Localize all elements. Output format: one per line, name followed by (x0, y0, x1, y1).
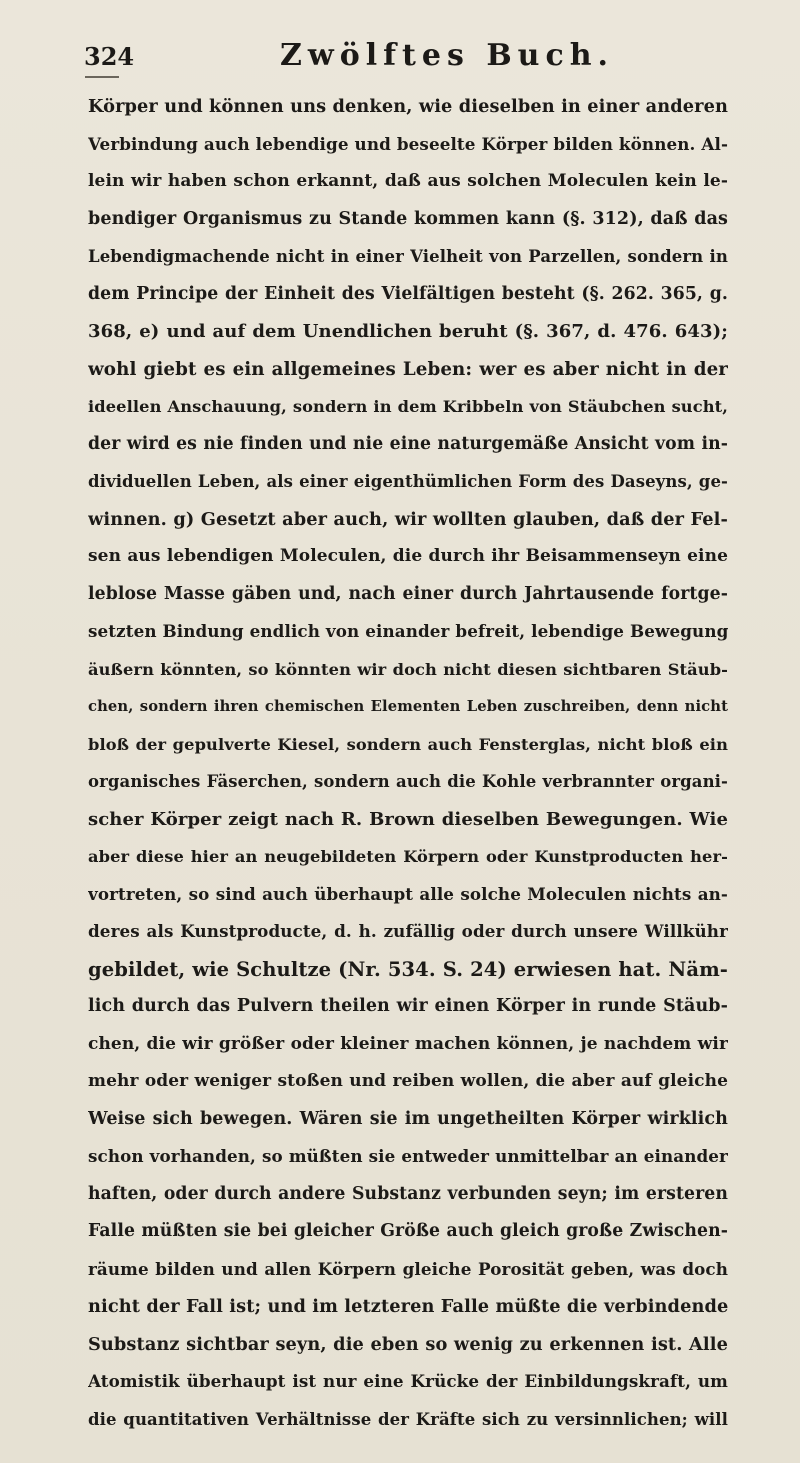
text-line: deres als Kunstproducte, d. h. zufällig oder durch unsere Willkühr (88, 921, 728, 941)
text-line: haften, oder durch andere Substanz verbunden seyn; im ersteren (88, 1183, 728, 1204)
text-line: Lebendigmachende nicht in einer Vielheit von Parzellen, sondern in (88, 247, 728, 266)
text-line: die quantitativen Verhältnisse der Kräfte sich zu versinnlichen; will (88, 1409, 728, 1429)
body-text (88, 88, 728, 1438)
text-line: setzten Bindung endlich von einander befreit, lebendige Bewegung (88, 621, 728, 641)
text-line: räume bilden und allen Körpern gleiche Porosität geben, was doch (88, 1258, 728, 1279)
text-line: 368, e) und auf dem Unendlichen beruht (§. 367, d. 476. 643); (88, 321, 728, 342)
text-line: schon vorhanden, so müßten sie entweder unmittelbar an einander (88, 1146, 728, 1166)
text-line: Weise sich bewegen. Wären sie im ungetheilten Körper wirklich (88, 1108, 728, 1129)
text-line: leblose Masse gäben und, nach einer durch Jahrtausende fortge- (88, 583, 728, 604)
text-line: der wird es nie finden und nie eine naturgemäße Ansicht vom in- (88, 433, 728, 454)
page-number: 324 (84, 42, 135, 71)
text-line: mehr oder weniger stoßen und reiben wollen, die aber auf gleiche (88, 1071, 728, 1091)
running-head: Zwölftes Buch. (280, 38, 615, 73)
text-line: lich durch das Pulvern theilen wir einen Körper in runde Stäub- (88, 996, 728, 1016)
text-line: Körper und können uns denken, wie dieselben in einer anderen (88, 96, 728, 117)
text-line: chen, die wir größer oder kleiner machen können, je nachdem wir (88, 1033, 728, 1054)
text-line: Substanz sichtbar seyn, die eben so wenig zu erkennen ist. Alle (88, 1333, 728, 1355)
text-line: sen aus lebendigen Moleculen, die durch ihr Beisammenseyn eine (88, 546, 728, 566)
text-line: ideellen Anschauung, sondern in dem Kribbeln von Stäubchen sucht, (88, 397, 728, 416)
text-line: dem Principe der Einheit des Vielfältigen besteht (§. 262. 365, g. (88, 283, 728, 304)
text-line: winnen. g) Gesetzt aber auch, wir wollten glauben, daß der Fel- (88, 508, 728, 530)
text-line: organisches Fäserchen, sondern auch die Kohle verbrannter organi- (88, 772, 728, 791)
text-line: dividuellen Leben, als einer eigenthümlichen Form des Daseyns, ge- (88, 472, 728, 491)
text-line: nicht der Fall ist; und im letzteren Falle müßte die verbindende (88, 1296, 728, 1317)
text-line: vortreten, so sind auch überhaupt alle solche Moleculen nichts an- (88, 883, 728, 904)
text-line: bendiger Organismus zu Stande kommen kann (§. 312), daß das (88, 208, 728, 229)
text-line: Atomistik überhaupt ist nur eine Krücke der Einbildungskraft, um (88, 1371, 728, 1391)
header-rule (85, 76, 119, 78)
text-line: gebildet, wie Schultze (Nr. 534. S. 24) erwiesen hat. Näm- (88, 957, 728, 981)
text-line: scher Körper zeigt nach R. Brown dieselben Bewegungen. Wie (88, 808, 728, 830)
page-header (80, 38, 740, 78)
text-line: wohl giebt es ein allgemeines Leben: wer es aber nicht in der (88, 358, 728, 380)
text-line: aber diese hier an neugebildeten Körpern oder Kunstproducten her- (88, 847, 728, 866)
text-line: bloß der gepulverte Kiesel, sondern auch Fensterglas, nicht bloß ein (88, 734, 728, 754)
text-line: lein wir haben schon erkannt, daß aus solchen Moleculen kein le- (88, 171, 728, 191)
text-line: Verbindung auch lebendige und beseelte Körper bilden können. Al- (88, 133, 728, 154)
text-line: chen, sondern ihren chemischen Elementen Leben zuschreiben, denn nicht (88, 698, 728, 715)
text-line: äußern könnten, so könnten wir doch nicht diesen sichtbaren Stäub- (88, 659, 728, 679)
text-line: Falle müßten sie bei gleicher Größe auch gleich große Zwischen- (88, 1221, 728, 1241)
